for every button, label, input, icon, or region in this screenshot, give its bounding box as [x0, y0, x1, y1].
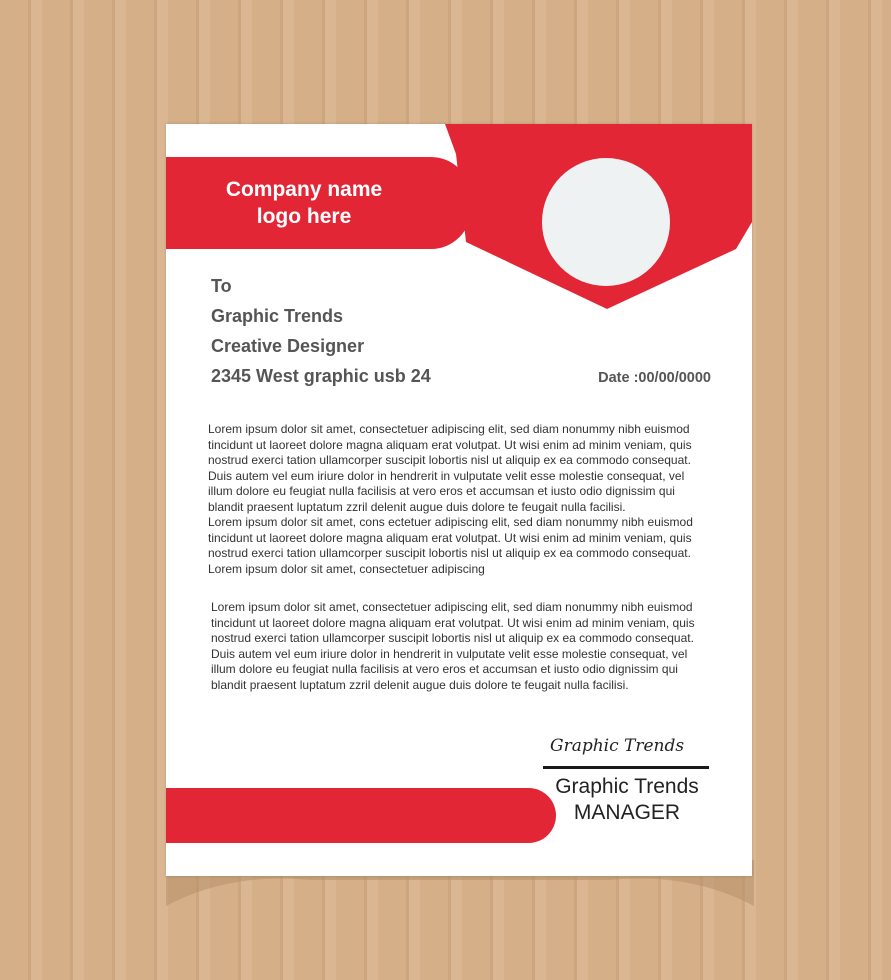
logo-circle [542, 158, 670, 286]
body-line: Lorem ipsum dolor sit amet, consectetuer adipiscing elit, sed diam nonummy nibh euismod [208, 422, 690, 436]
company-logo-placeholder [194, 176, 414, 230]
body-line: illum dolore eu feugiat nulla facilisis at vero eros et accumsan et iusto odio dignissim qui [208, 484, 675, 498]
recipient-title: Creative Designer [211, 336, 365, 356]
signature-line [543, 766, 709, 769]
letterhead-page [166, 124, 752, 876]
recipient-address: 2345 West graphic usb 24 [211, 366, 431, 386]
body-line: Lorem ipsum dolor sit amet, consectetuer adipiscing elit, sed diam nonummy nibh euismod [211, 600, 693, 614]
body-line: blandit praesent luptatum zzril delenit augue duis dolore te feugait nulla facilisi. [208, 499, 626, 514]
signatory-name: Graphic Trends [555, 775, 699, 798]
logo-line-1: Company name [225, 178, 383, 201]
body-paragraph-1 [208, 422, 710, 577]
letter-date: Date :00/00/0000 [598, 370, 711, 386]
body-line: nostrud exerci tation ullamcorper suscipit lobortis nisl ut aliquip ex ea commodo consequat. [208, 453, 691, 467]
body-line: tincidunt ut laoreet dolore magna aliquam erat volutpat. Ut wisi enim ad minim veniam, quis [208, 530, 692, 545]
body-line: blandit praesent luptatum zzril delenit augue duis dolore te feugait nulla facilisi. [211, 677, 629, 692]
logo-line-2: logo here [256, 205, 352, 228]
recipient-to: To [211, 276, 232, 296]
body-line: Lorem ipsum dolor sit amet, consectetuer adipiscing [208, 561, 485, 576]
recipient-name: Graphic Trends [211, 306, 344, 326]
signatory-role: MANAGER [573, 801, 681, 824]
body-line: Duis autem vel eum iriure dolor in hendrerit in vulputate velit esse molestie consequat, vel [211, 646, 688, 661]
signature-block [542, 774, 712, 826]
body-line: tincidunt ut laoreet dolore magna aliquam erat volutpat. Ut wisi enim ad minim veniam, quis [211, 615, 695, 630]
body-line: nostrud exerci tation ullamcorper suscipit lobortis nisl ut aliquip ex ea commodo consequat. [211, 631, 694, 645]
footer-band [166, 788, 556, 843]
body-line: nostrud exerci tation ullamcorper suscipit lobortis nisl ut aliquip ex ea commodo consequat. [208, 546, 691, 560]
body-line: illum dolore eu feugiat nulla facilisis at vero eros et accumsan et iusto odio dignissim qui [211, 662, 678, 676]
body-line: tincidunt ut laoreet dolore magna aliquam erat volutpat. Ut wisi enim ad minim veniam, quis [208, 437, 692, 452]
body-line: Duis autem vel eum iriure dolor in hendrerit in vulputate velit esse molestie consequat, vel [208, 468, 685, 483]
signature-script: Graphic Trends [550, 736, 685, 756]
body-line: Lorem ipsum dolor sit amet, cons ectetuer adipiscing elit, sed diam nonummy nibh euismod [208, 515, 693, 529]
body-paragraph-2 [211, 600, 713, 693]
